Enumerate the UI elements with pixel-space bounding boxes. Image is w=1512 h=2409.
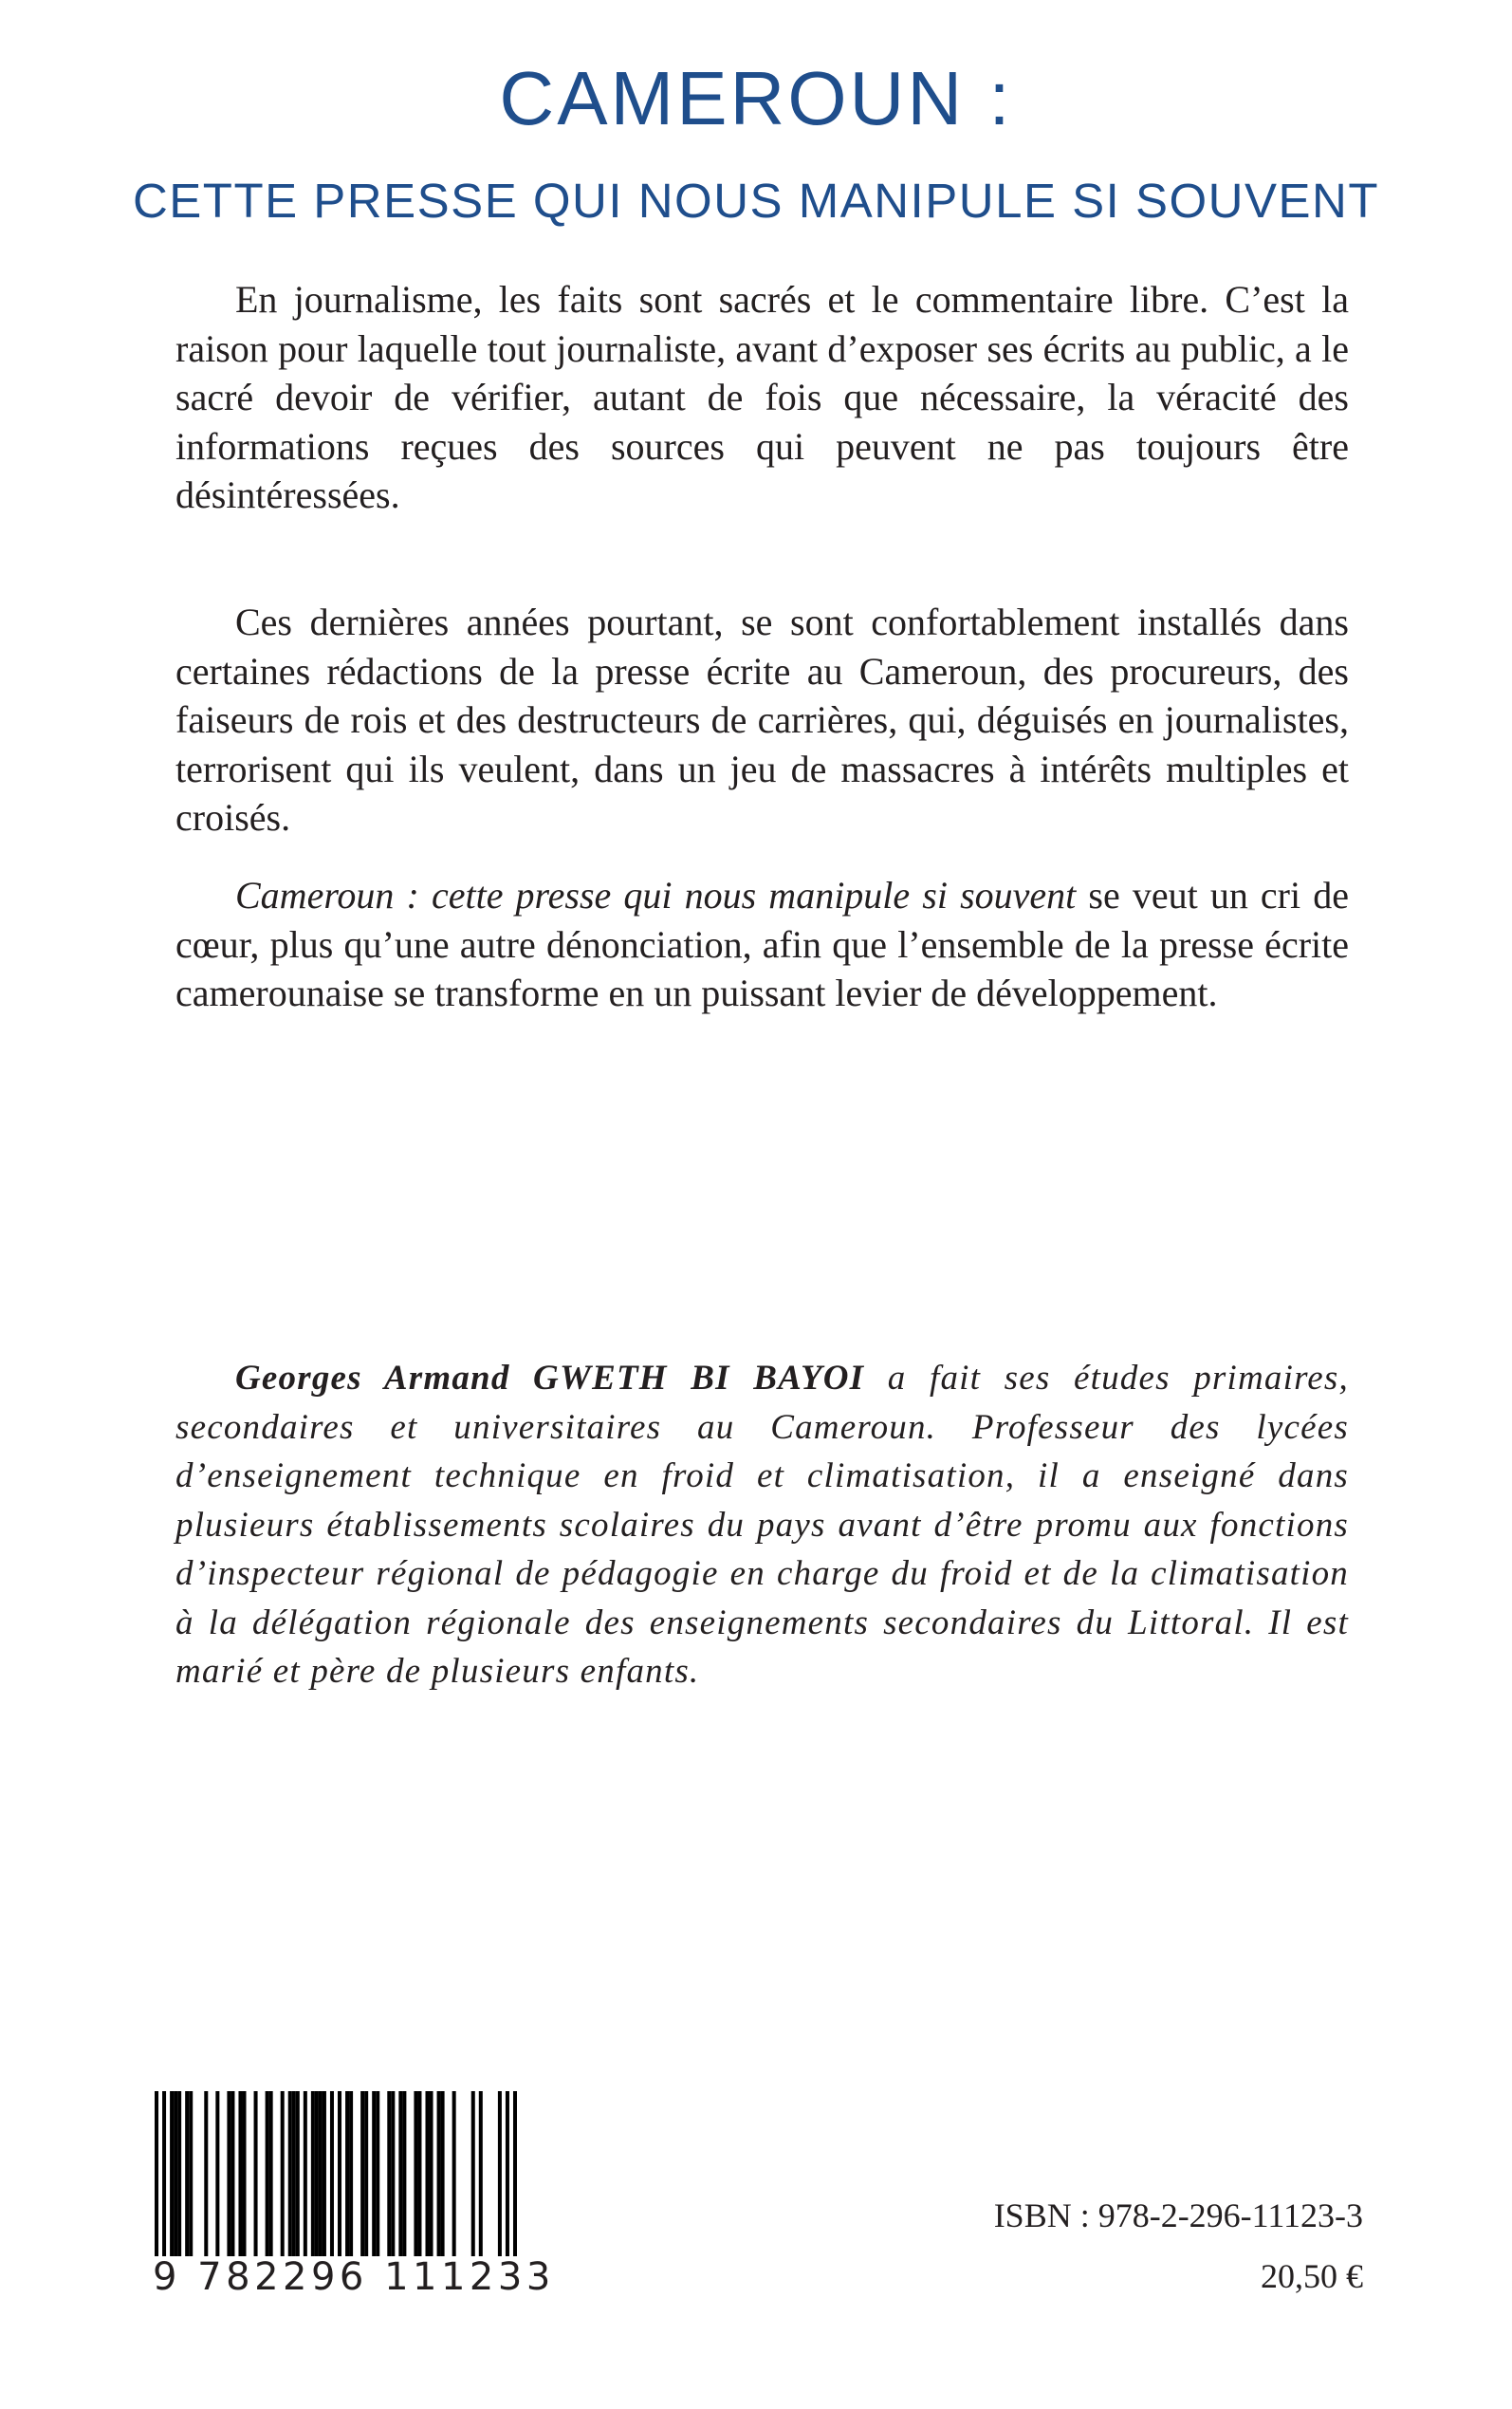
- barcode: [155, 2091, 517, 2256]
- barcode-digits: 9 782296 111233: [153, 2255, 555, 2299]
- barcode-bar: [288, 2091, 292, 2256]
- barcode-bar: [174, 2091, 177, 2256]
- barcode-bar: [177, 2091, 181, 2256]
- barcode-bar: [338, 2091, 341, 2256]
- barcode-bar: [452, 2091, 456, 2256]
- barcode-bar: [254, 2091, 258, 2256]
- barcode-bar: [414, 2091, 417, 2256]
- barcode-bar: [227, 2091, 230, 2256]
- barcode-bar: [430, 2091, 433, 2256]
- barcode-bar: [349, 2091, 353, 2256]
- barcode-bar: [364, 2091, 368, 2256]
- barcode-bar: [215, 2091, 219, 2256]
- barcode-bar: [506, 2091, 509, 2256]
- summary-paragraph-2-text: Ces dernières années pourtant, se sont confortablement installés dans certaines rédactions de la presse écrite au Cameroun, des procureurs, des faiseurs de rois et des destructeurs de carrières, qui, déguisés en journalistes, terrorisent qui ils veulent, dans un jeu de massacres à intérêts multiples et croisés.: [175, 601, 1349, 839]
- barcode-bar: [402, 2091, 406, 2256]
- barcode-bar: [155, 2091, 158, 2256]
- author-name: Georges Armand GWETH BI BAYOI: [235, 1359, 865, 1398]
- book-title-reference: Cameroun : cette presse qui nous manipule si souvent: [235, 874, 1077, 917]
- barcode-bar: [441, 2091, 445, 2256]
- barcode-bar: [266, 2091, 269, 2256]
- barcode-bar: [185, 2091, 189, 2256]
- barcode-bar: [513, 2091, 517, 2256]
- price: 20,50 €: [1261, 2257, 1363, 2295]
- barcode-bar: [360, 2091, 364, 2256]
- barcode-bar: [204, 2091, 208, 2256]
- barcode-bar: [391, 2091, 395, 2256]
- barcode-bar: [323, 2091, 326, 2256]
- barcode-bar: [315, 2091, 319, 2256]
- barcode-bar: [319, 2091, 323, 2256]
- summary-paragraph-3-text: se veut un cri de cœur, plus qu’une autre dénonciation, afin que l’ensemble de la presse écrite camerounaise se transforme en un puissant levier de développement.: [175, 874, 1349, 1014]
- barcode-bar: [376, 2091, 379, 2256]
- barcode-bar: [437, 2091, 441, 2256]
- barcode-bar: [417, 2091, 421, 2256]
- barcode-bar: [292, 2091, 296, 2256]
- barcode-bar: [269, 2091, 273, 2256]
- barcode-bar: [296, 2091, 300, 2256]
- barcode-bar: [330, 2091, 334, 2256]
- isbn-number: ISBN : 978-2-296-11123-3: [993, 2196, 1363, 2234]
- barcode-bar: [311, 2091, 315, 2256]
- author-biography: [175, 1354, 1349, 1696]
- barcode-bar: [281, 2091, 285, 2256]
- barcode-bar: [387, 2091, 391, 2256]
- author-bio-text: a fait ses études primaires, secondaires et universitaires au Cameroun. Professeur des lycées d’enseignement technique en froid et climatisation, il a enseigné dans plusieurs établissements scolaires du pays avant d’être promu aux fonctions d’inspecteur régional de pédagogie en charge du froid et de la climatisation à la délégation régionale des enseignements secondaires du Littoral. Il est marié et père de plusieurs enfants.: [175, 1359, 1349, 1691]
- barcode-bar: [372, 2091, 376, 2256]
- barcode-bar: [498, 2091, 502, 2256]
- barcode-bar: [230, 2091, 234, 2256]
- barcode-bar: [238, 2091, 242, 2256]
- summary-paragraph-1: [175, 275, 1349, 520]
- book-title: CAMEROUN :: [499, 56, 1013, 140]
- barcode-bar: [189, 2091, 193, 2256]
- summary-paragraph-1-text: En journalisme, les faits sont sacrés et le commentaire libre. C’est la raison pour laquelle tout journaliste, avant d’exposer ses écrits au public, a le sacré devoir de vérifier, autant de fois que nécessaire, la véracité des informations reçues des sources qui peuvent ne pas toujours être désintéressées.: [175, 278, 1349, 516]
- barcode-bar: [170, 2091, 174, 2256]
- barcode-bar: [162, 2091, 166, 2256]
- summary-paragraph-3: [175, 871, 1349, 1018]
- barcode-bar: [242, 2091, 246, 2256]
- barcode-bar: [345, 2091, 349, 2256]
- barcode-bar: [425, 2091, 429, 2256]
- barcode-bar: [398, 2091, 402, 2256]
- barcode-bar: [479, 2091, 483, 2256]
- barcode-bar: [304, 2091, 307, 2256]
- summary-paragraph-2: [175, 598, 1349, 843]
- barcode-bar: [471, 2091, 475, 2256]
- book-subtitle: CETTE PRESSE QUI NOUS MANIPULE SI SOUVENT: [132, 174, 1380, 228]
